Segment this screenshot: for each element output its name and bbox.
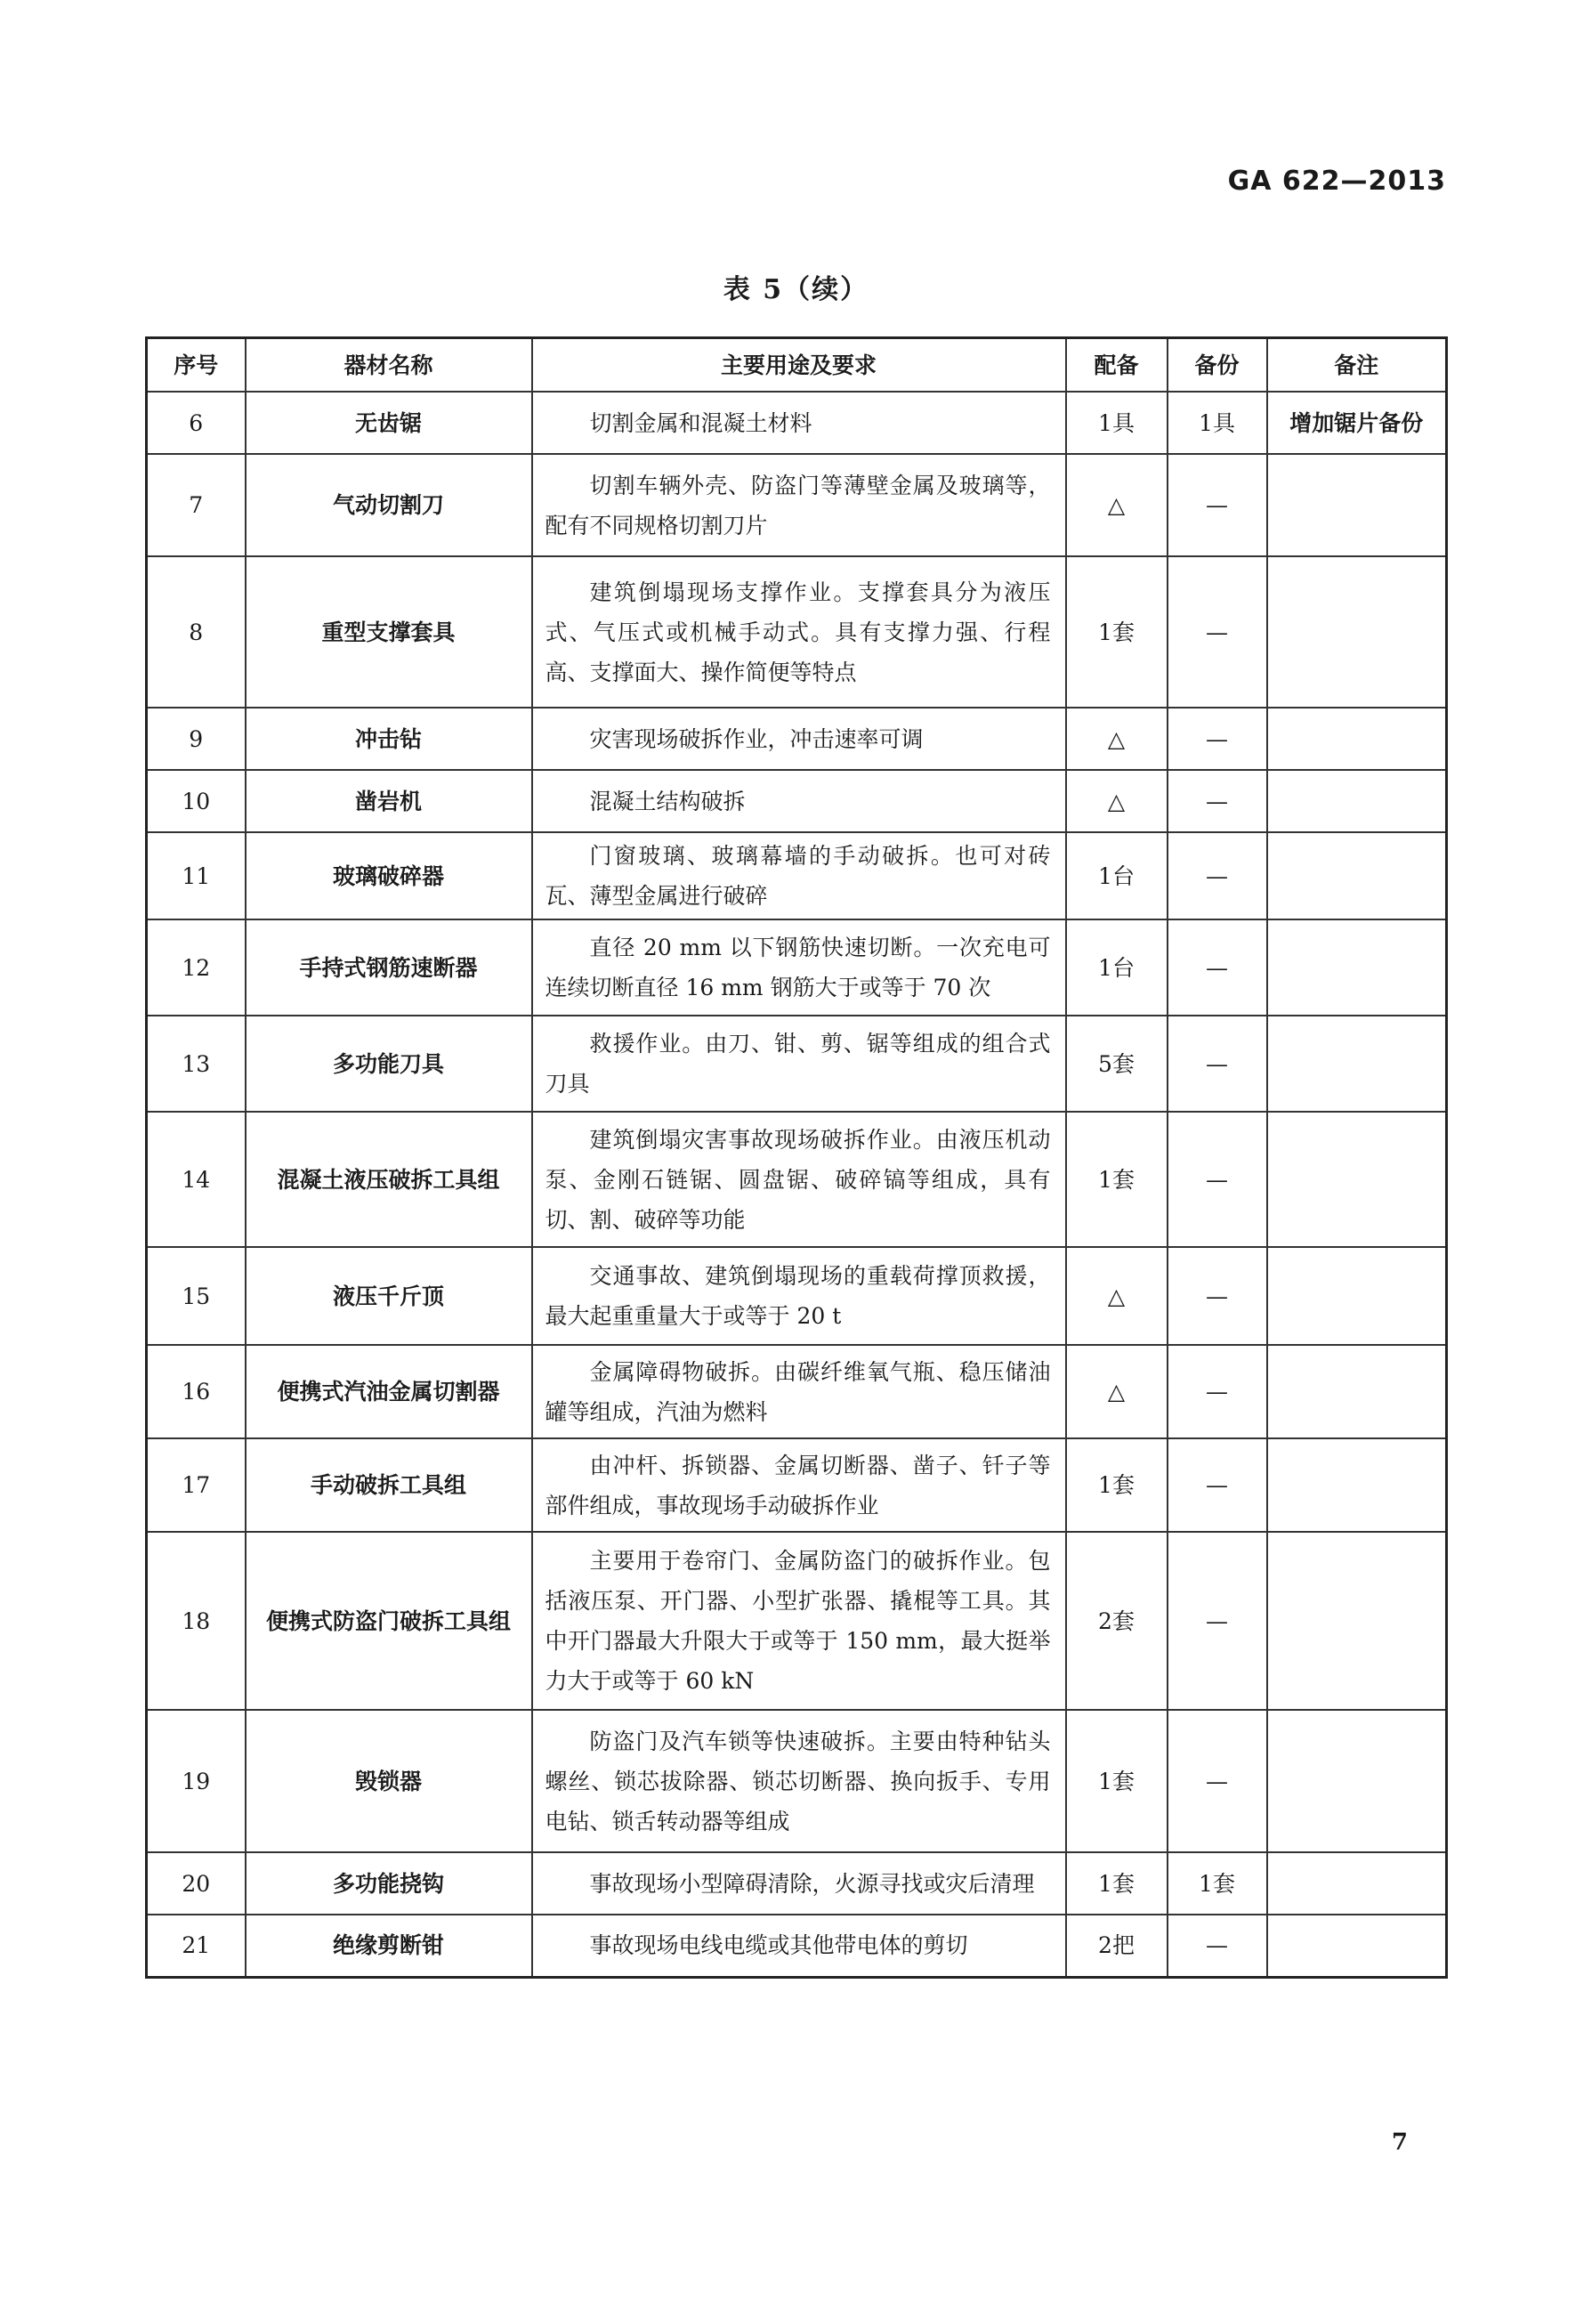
cell-no: 16 <box>147 1345 246 1438</box>
cell-name: 便携式防盗门破拆工具组 <box>246 1532 532 1710</box>
cell-equip: 1套 <box>1066 1710 1168 1852</box>
cell-equip: △ <box>1066 708 1168 770</box>
cell-name: 冲击钻 <box>246 708 532 770</box>
cell-usage: 直径 20 mm 以下钢筋快速切断。一次充电可连续切断直径 16 mm 钢筋大于或等于 70 次 <box>532 919 1066 1016</box>
cell-backup: — <box>1168 1345 1267 1438</box>
cell-usage: 主要用于卷帘门、金属防盗门的破拆作业。包括液压泵、开门器、小型扩张器、撬棍等工具。其中开门器最大升限大于或等于 150 mm，最大挺举力大于或等于 60 kN <box>532 1532 1066 1710</box>
cell-name: 重型支撑套具 <box>246 556 532 708</box>
cell-usage: 事故现场电线电缆或其他带电体的剪切 <box>532 1915 1066 1977</box>
page-number: 7 <box>1391 2129 1408 2156</box>
cell-no: 17 <box>147 1438 246 1532</box>
cell-backup: — <box>1168 556 1267 708</box>
cell-usage: 金属障碍物破拆。由碳纤维氧气瓶、稳压储油罐等组成，汽油为燃料 <box>532 1345 1066 1438</box>
cell-note <box>1267 1112 1447 1247</box>
table-header-row <box>147 338 1447 393</box>
cell-no: 6 <box>147 392 246 454</box>
cell-no: 13 <box>147 1016 246 1112</box>
table-title: 表 5（续） <box>723 274 869 305</box>
cell-equip: 2套 <box>1066 1532 1168 1710</box>
cell-note <box>1267 1016 1447 1112</box>
table-row <box>147 1915 1447 1977</box>
cell-usage: 建筑倒塌灾害事故现场破拆作业。由液压机动泵、金刚石链锯、圆盘锯、破碎镐等组成，具有切、割、破碎等功能 <box>532 1112 1066 1247</box>
cell-backup: 1套 <box>1168 1852 1267 1915</box>
table-row <box>147 1438 1447 1532</box>
table-row <box>147 919 1447 1016</box>
cell-no: 12 <box>147 919 246 1016</box>
table-row <box>147 1852 1447 1915</box>
cell-equip: △ <box>1066 1247 1168 1345</box>
cell-equip: 2把 <box>1066 1915 1168 1977</box>
col-header-equip: 配备 <box>1066 338 1168 393</box>
cell-name: 便携式汽油金属切割器 <box>246 1345 532 1438</box>
cell-usage: 由冲杆、拆锁器、金属切断器、凿子、钎子等部件组成，事故现场手动破拆作业 <box>532 1438 1066 1532</box>
cell-equip: 1具 <box>1066 392 1168 454</box>
table-row <box>147 708 1447 770</box>
cell-equip: △ <box>1066 1345 1168 1438</box>
cell-name: 多功能挠钩 <box>246 1852 532 1915</box>
cell-backup: — <box>1168 770 1267 832</box>
cell-equip: 1套 <box>1066 1852 1168 1915</box>
cell-usage: 灾害现场破拆作业，冲击速率可调 <box>532 708 1066 770</box>
cell-backup: — <box>1168 1112 1267 1247</box>
cell-backup: — <box>1168 1915 1267 1977</box>
table-row <box>147 556 1447 708</box>
cell-note <box>1267 1915 1447 1977</box>
cell-name: 无齿锯 <box>246 392 532 454</box>
cell-note <box>1267 1247 1447 1345</box>
cell-no: 20 <box>147 1852 246 1915</box>
col-header-backup: 备份 <box>1168 338 1267 393</box>
cell-name: 混凝土液压破拆工具组 <box>246 1112 532 1247</box>
cell-name: 毁锁器 <box>246 1710 532 1852</box>
col-header-no: 序号 <box>147 338 246 393</box>
table-row <box>147 1016 1447 1112</box>
cell-note <box>1267 556 1447 708</box>
cell-note <box>1267 708 1447 770</box>
cell-no: 8 <box>147 556 246 708</box>
cell-name: 手动破拆工具组 <box>246 1438 532 1532</box>
table-row <box>147 1532 1447 1710</box>
cell-backup: — <box>1168 454 1267 556</box>
cell-backup: — <box>1168 1247 1267 1345</box>
cell-no: 18 <box>147 1532 246 1710</box>
cell-equip: 1台 <box>1066 919 1168 1016</box>
cell-backup: — <box>1168 832 1267 919</box>
cell-usage: 混凝土结构破拆 <box>532 770 1066 832</box>
cell-name: 绝缘剪断钳 <box>246 1915 532 1977</box>
table-row <box>147 392 1447 454</box>
cell-note <box>1267 1852 1447 1915</box>
col-header-usage: 主要用途及要求 <box>532 338 1066 393</box>
cell-usage: 防盗门及汽车锁等快速破拆。主要由特种钻头螺丝、锁芯拔除器、锁芯切断器、换向扳手、专用电钻、锁舌转动器等组成 <box>532 1710 1066 1852</box>
cell-no: 21 <box>147 1915 246 1977</box>
cell-no: 7 <box>147 454 246 556</box>
cell-note <box>1267 1710 1447 1852</box>
cell-note <box>1267 454 1447 556</box>
table-row <box>147 454 1447 556</box>
cell-usage: 交通事故、建筑倒塌现场的重载荷撑顶救援，最大起重重量大于或等于 20 t <box>532 1247 1066 1345</box>
col-header-name: 器材名称 <box>246 338 532 393</box>
cell-usage: 建筑倒塌现场支撑作业。支撑套具分为液压式、气压式或机械手动式。具有支撑力强、行程高、支撑面大、操作简便等特点 <box>532 556 1066 708</box>
cell-backup: — <box>1168 1532 1267 1710</box>
cell-equip: △ <box>1066 454 1168 556</box>
cell-name: 手持式钢筋速断器 <box>246 919 532 1016</box>
table-row <box>147 1710 1447 1852</box>
cell-note: 增加锯片备份 <box>1267 392 1447 454</box>
cell-no: 14 <box>147 1112 246 1247</box>
cell-note <box>1267 770 1447 832</box>
cell-name: 玻璃破碎器 <box>246 832 532 919</box>
table-row <box>147 770 1447 832</box>
table-row <box>147 1345 1447 1438</box>
table-body <box>147 392 1447 1977</box>
cell-usage: 切割车辆外壳、防盗门等薄壁金属及玻璃等，配有不同规格切割刀片 <box>532 454 1066 556</box>
document-code: GA 622—2013 <box>1227 166 1446 197</box>
cell-name: 凿岩机 <box>246 770 532 832</box>
cell-name: 气动切割刀 <box>246 454 532 556</box>
cell-note <box>1267 1438 1447 1532</box>
equipment-table <box>145 336 1448 1979</box>
cell-no: 15 <box>147 1247 246 1345</box>
cell-backup: — <box>1168 708 1267 770</box>
cell-name: 液压千斤顶 <box>246 1247 532 1345</box>
cell-backup: — <box>1168 1710 1267 1852</box>
cell-no: 19 <box>147 1710 246 1852</box>
cell-name: 多功能刀具 <box>246 1016 532 1112</box>
cell-no: 10 <box>147 770 246 832</box>
cell-equip: △ <box>1066 770 1168 832</box>
cell-no: 11 <box>147 832 246 919</box>
cell-note <box>1267 1345 1447 1438</box>
col-header-note: 备注 <box>1267 338 1447 393</box>
table-row <box>147 1112 1447 1247</box>
cell-note <box>1267 1532 1447 1710</box>
cell-no: 9 <box>147 708 246 770</box>
table-row <box>147 1247 1447 1345</box>
table-row <box>147 832 1447 919</box>
cell-usage: 事故现场小型障碍清除，火源寻找或灾后清理 <box>532 1852 1066 1915</box>
cell-note <box>1267 832 1447 919</box>
cell-equip: 1套 <box>1066 1438 1168 1532</box>
cell-equip: 1套 <box>1066 556 1168 708</box>
cell-backup: — <box>1168 919 1267 1016</box>
cell-usage: 门窗玻璃、玻璃幕墙的手动破拆。也可对砖瓦、薄型金属进行破碎 <box>532 832 1066 919</box>
cell-backup: — <box>1168 1438 1267 1532</box>
cell-backup: 1具 <box>1168 392 1267 454</box>
cell-equip: 5套 <box>1066 1016 1168 1112</box>
cell-note <box>1267 919 1447 1016</box>
cell-usage: 切割金属和混凝土材料 <box>532 392 1066 454</box>
cell-backup: — <box>1168 1016 1267 1112</box>
cell-equip: 1台 <box>1066 832 1168 919</box>
cell-usage: 救援作业。由刀、钳、剪、锯等组成的组合式刀具 <box>532 1016 1066 1112</box>
cell-equip: 1套 <box>1066 1112 1168 1247</box>
